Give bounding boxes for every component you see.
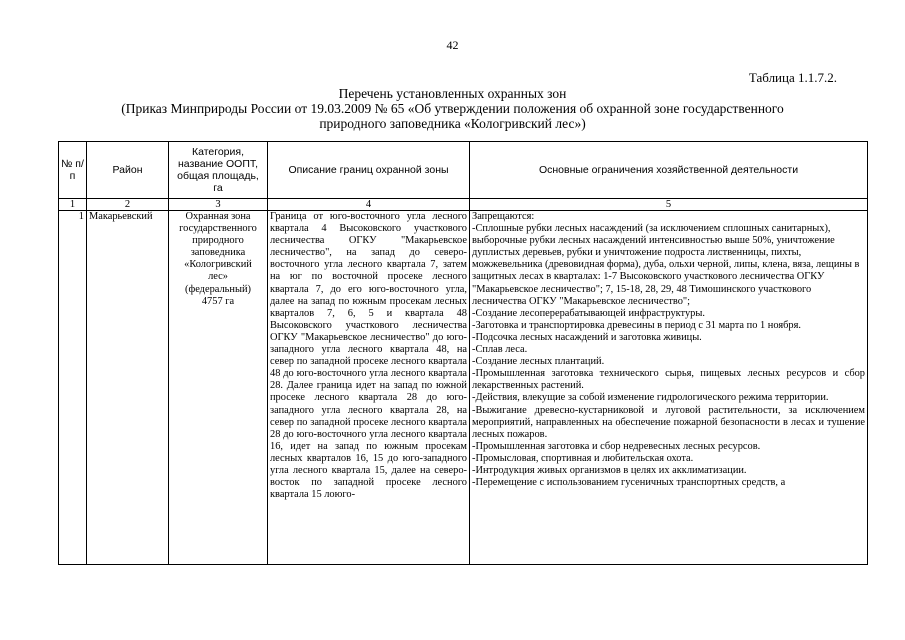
restriction-item: -Выжигание древесно-кустарниковой и луговой растительности, за исключением мероприятий, направленных на обеспечение пожарной безопасности в лесах и тушение лесных пожаров. (472, 404, 865, 440)
title-line: природного заповедника «Кологривский лес») (319, 116, 586, 131)
row-district: Макарьевский (87, 211, 169, 565)
header-restrictions: Основные ограничения хозяйственной деятельности (470, 142, 868, 199)
column-number-row (59, 199, 868, 211)
row-category (169, 211, 268, 565)
restriction-item: -Интродукция живых организмов в целях их акклиматизации. (472, 464, 747, 476)
category-line: лес» (208, 271, 228, 283)
restriction-item: -Перемещение с использованием гусеничных транспортных средств, а (472, 477, 786, 489)
column-number: 5 (470, 199, 868, 211)
category-line: 4757 га (201, 295, 235, 307)
column-number: 3 (169, 199, 268, 211)
document-title (40, 86, 865, 131)
row-boundary-description: Граница от юго-восточного угла лесного квартала 4 Высоковского участкового лесничества ОГКУ "Макарьевское лесничество", на запад до северо-восточного угла лесного квартала 7, затем на юг по восточной просеке лесного квартала 7, до его юго-восточного угла, далее на запад по южным просекам лесных кварталов 7, 6, 5 и квартала 48 Высоковского участкового лесничества ОГКУ "Макарьевское лесничество" до юго-западного угла лесного квартала 48, на север по западной просеке лесного квартала 48 до юго-восточного угла лесного квартала 28. Далее граница идет на запад по южной просеке лесного квартала 28 до юго-западного угла лесного квартала 28, на север по западной просеке лесного квартала 28 до юго-восточного угла лесного квартала 16, идет на запад по южным просекам лесных кварталов 16, 15 до юго-западного угла лесного квартала 15, далее на северо-восток по западной просеке лесного квартала 15 лоюго- (268, 211, 470, 565)
category-line: государственного (179, 223, 257, 235)
title-line: (Приказ Минприроды России от 19.03.2009 № 65 «Об утверждении положения об охранной зоне государственного (121, 101, 784, 116)
header-description: Описание границ охранной зоны (268, 142, 470, 199)
restriction-item: -Заготовка и транспортировка древесины в период с 31 марта по 1 ноября. (472, 319, 801, 331)
column-number: 2 (87, 199, 169, 211)
restriction-item: -Сплав леса. (472, 344, 528, 356)
category-line: заповедника (190, 247, 246, 259)
title-line: Перечень установленных охранных зон (338, 86, 567, 101)
table-reference: Таблица 1.1.7.2. (748, 70, 837, 85)
restriction-item: Запрещаются: (472, 211, 535, 222)
page-number: 42 (446, 38, 459, 52)
category-line: (федеральный) (185, 283, 251, 295)
restriction-item: -Промышленная заготовка и сбор недревесных лесных ресурсов. (472, 440, 761, 452)
column-number: 4 (268, 199, 470, 211)
header-district: Район (87, 142, 169, 199)
restriction-item: -Сплошные рубки лесных насаждений (за исключением сплошных санитарных), выборочные рубки лесных насаждений интенсивностью выше 50%, уничтожение дуплистых деревьев, рубки и уничтожение подроста лиственницы, пихты, можжевельника (древовидная форма), дуба, ольхи черной, липы, клена, вяза, лещины в защитных лесах в кварталах: 1-7 Высоковского участкового лесничества ОГКУ "Макарьевское лесничество"; 7, 15-18, 28, 29, 48 Тимошинского участкового лесничества ОГКУ "Макарьевское лесничество"; (472, 223, 860, 307)
row-number: 1 (59, 211, 87, 565)
header-category: Категория, название ООПТ, общая площадь, га (169, 142, 268, 199)
header-num: № п/п (59, 142, 87, 199)
category-line: Охранная зона (185, 211, 251, 222)
column-number: 1 (59, 199, 87, 211)
category-line: «Кологривский (184, 259, 252, 271)
restriction-item: -Создание лесных плантаций. (472, 356, 605, 368)
protected-zones-table (58, 141, 868, 565)
restriction-item: -Подсочка лесных насаждений и заготовка живицы. (472, 331, 702, 343)
restriction-item: -Действия, влекущие за собой изменение гидрологического режима территории. (472, 392, 829, 404)
row-restrictions (470, 211, 868, 565)
restriction-item: -Создание лесоперерабатывающей инфраструктуры. (472, 307, 705, 319)
header-row (59, 142, 868, 199)
restriction-item: -Промышленная заготовка технического сырья, пищевых лесных ресурсов и сбор лекарственных растений. (472, 368, 865, 392)
category-line: природного (192, 235, 244, 247)
restriction-item: -Промысловая, спортивная и любительская охота. (472, 452, 694, 464)
table-row (59, 211, 868, 565)
